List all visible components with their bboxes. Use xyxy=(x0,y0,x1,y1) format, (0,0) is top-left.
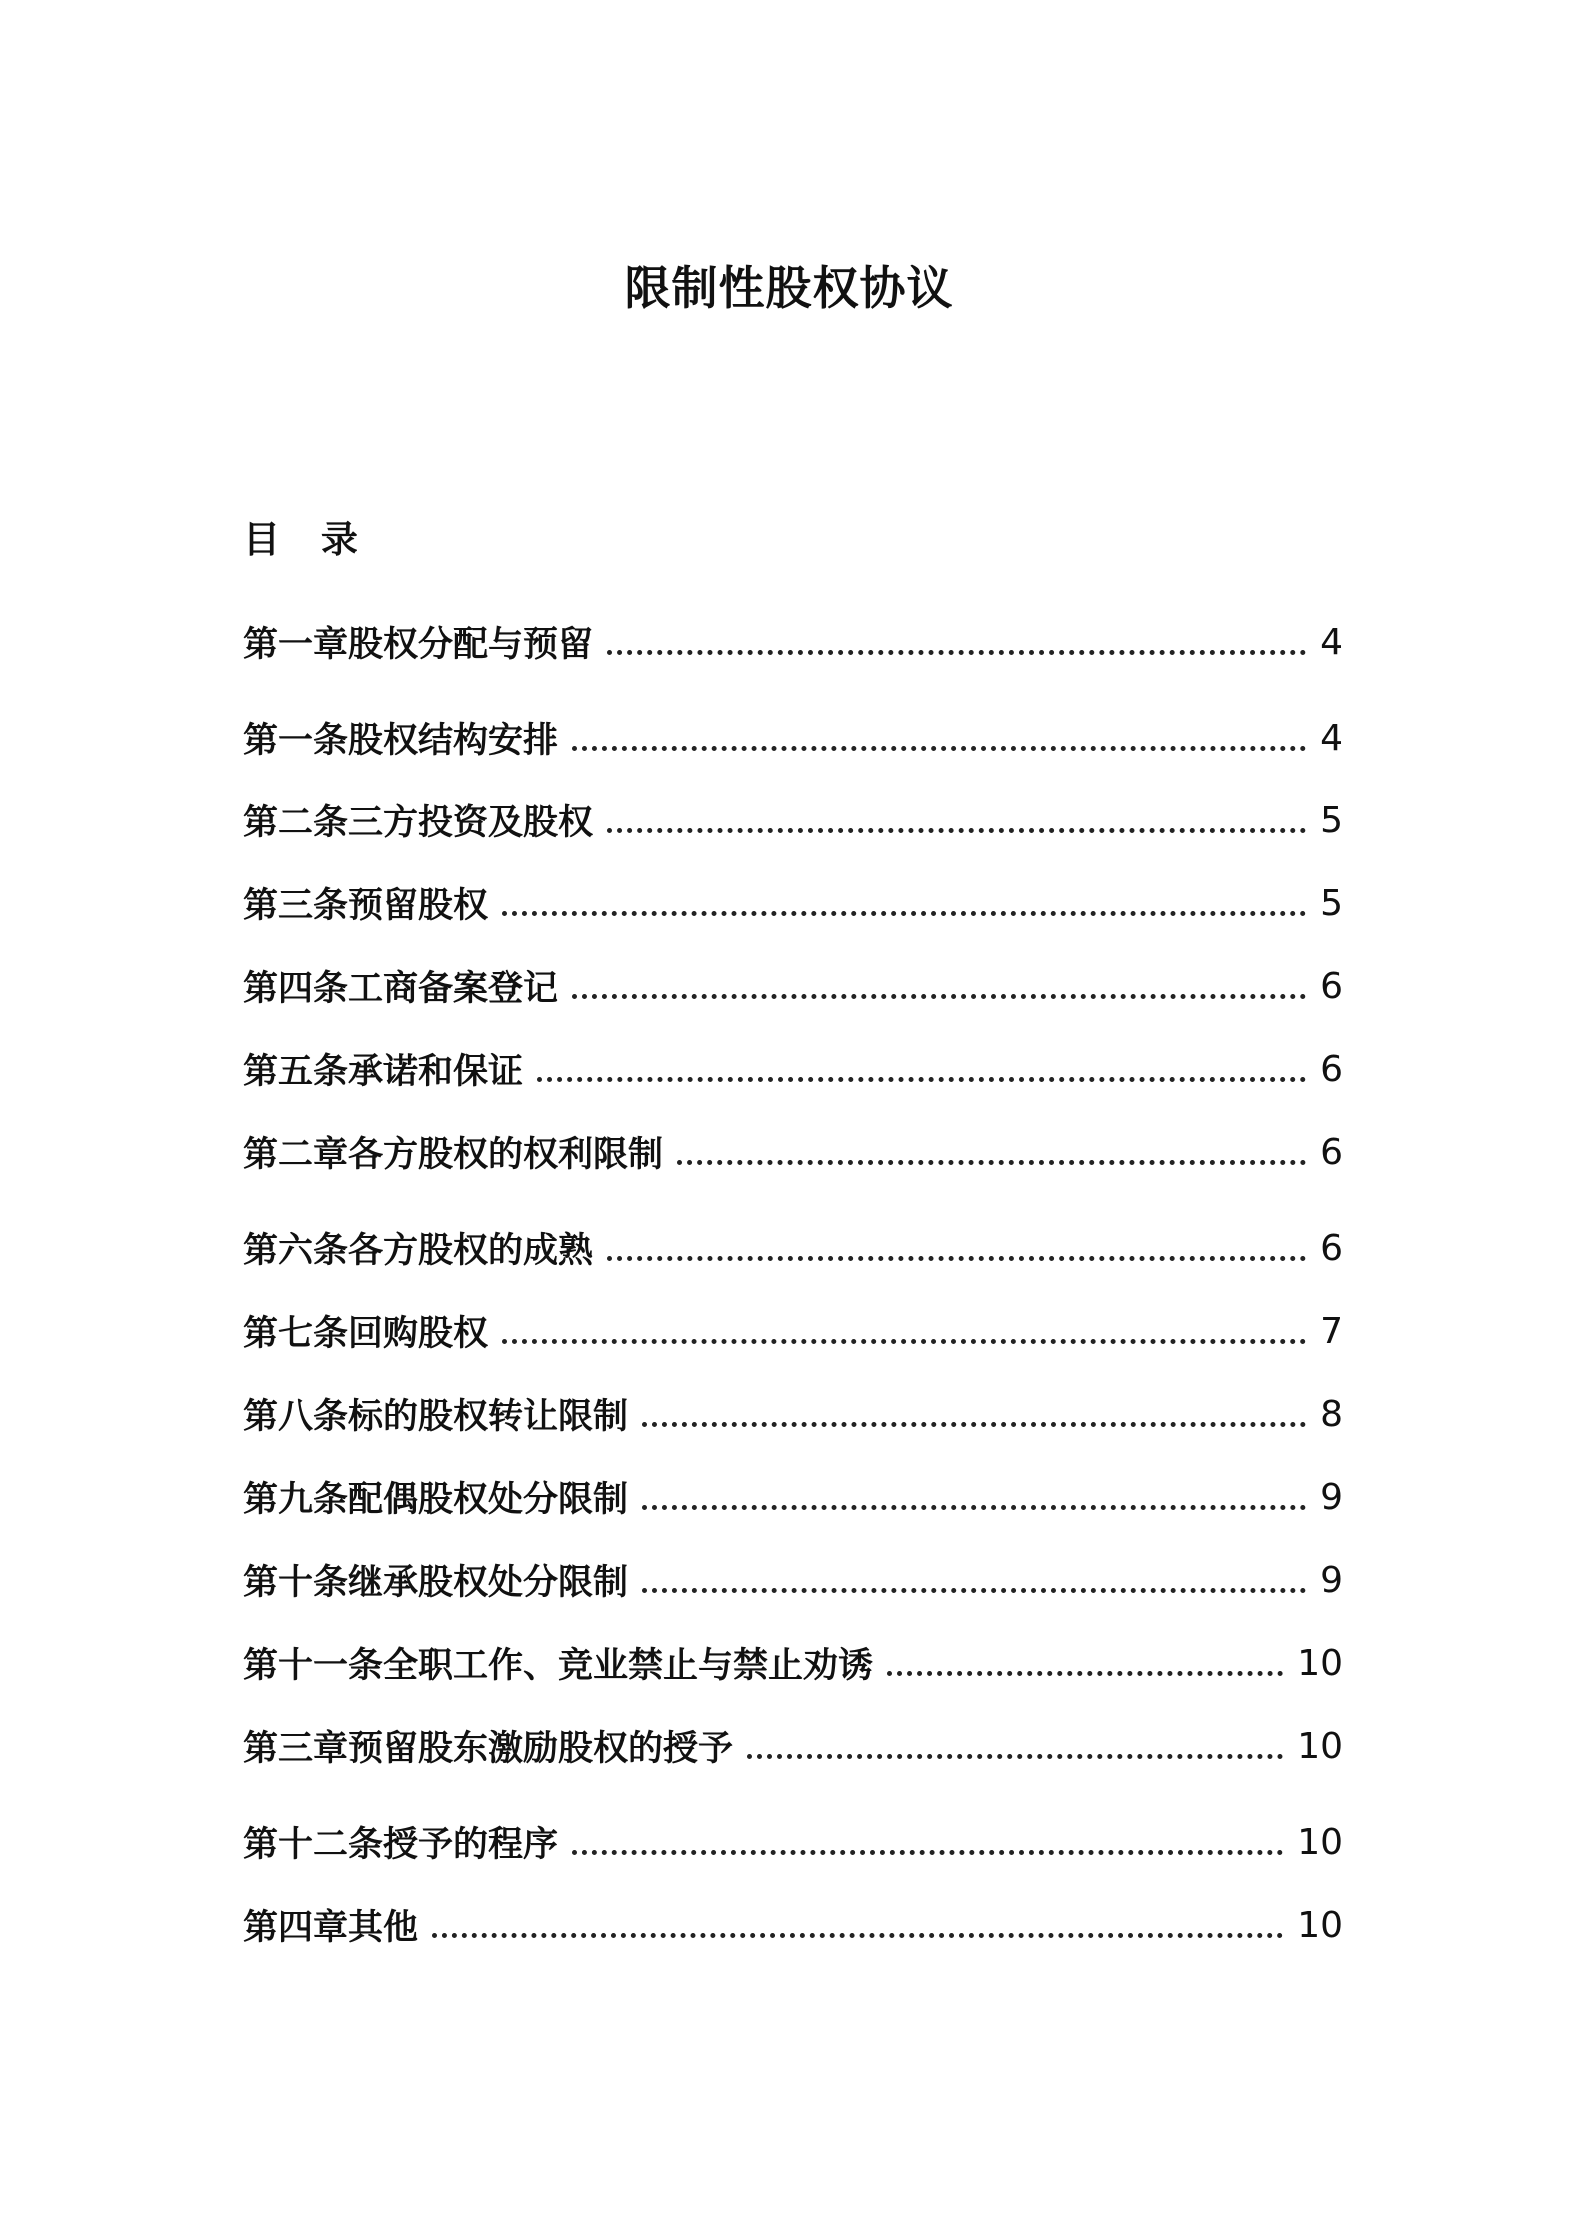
toc-entry-article-10[interactable] xyxy=(243,1552,1343,1608)
toc-entry-page: 7 xyxy=(1320,1310,1343,1352)
toc-entry-page: 10 xyxy=(1297,1642,1343,1684)
toc-entry-page: 4 xyxy=(1320,621,1343,663)
toc-dot-leader xyxy=(432,1933,1283,1938)
toc-dot-leader xyxy=(537,1077,1306,1082)
toc-entry-article-6[interactable] xyxy=(243,1220,1343,1276)
toc-dot-leader xyxy=(677,1160,1306,1165)
toc-entry-label: 第七条回购股权 xyxy=(243,1314,489,1354)
toc-entry-label: 第三条预留股权 xyxy=(243,886,489,926)
toc-dot-leader xyxy=(642,1505,1306,1510)
toc-entry-article-5[interactable] xyxy=(243,1041,1343,1097)
toc-dot-leader xyxy=(642,1588,1306,1593)
toc-dot-leader xyxy=(607,650,1306,655)
toc-entry-label: 第十条继承股权处分限制 xyxy=(243,1563,629,1603)
toc-entry-page: 10 xyxy=(1297,1821,1343,1863)
toc-dot-leader xyxy=(887,1671,1283,1676)
toc-entry-label: 第十二条授予的程序 xyxy=(243,1825,559,1865)
toc-entry-chapter-1[interactable] xyxy=(243,614,1343,670)
toc-dot-leader xyxy=(502,1339,1306,1344)
toc-entry-chapter-2[interactable] xyxy=(243,1124,1343,1180)
toc-entry-article-8[interactable] xyxy=(243,1386,1343,1442)
toc-entry-chapter-4[interactable] xyxy=(243,1897,1343,1953)
toc-dot-leader xyxy=(642,1422,1306,1427)
toc-entry-label: 第一章股权分配与预留 xyxy=(243,625,594,665)
toc-entry-page: 10 xyxy=(1297,1725,1343,1767)
toc-entry-label: 第四条工商备案登记 xyxy=(243,969,559,1009)
toc-entry-chapter-3[interactable] xyxy=(243,1718,1343,1774)
toc-entry-page: 6 xyxy=(1320,965,1343,1007)
toc-heading: 目 录 xyxy=(243,518,372,561)
toc-dot-leader xyxy=(502,911,1306,916)
toc-entry-page: 9 xyxy=(1320,1559,1343,1601)
toc-entry-article-11[interactable] xyxy=(243,1635,1343,1691)
toc-dot-leader xyxy=(572,994,1306,999)
toc-entry-article-7[interactable] xyxy=(243,1303,1343,1359)
toc-entry-page: 5 xyxy=(1320,882,1343,924)
toc-dot-leader xyxy=(572,746,1306,751)
toc-entry-page: 6 xyxy=(1320,1131,1343,1173)
toc-entry-label: 第二章各方股权的权利限制 xyxy=(243,1135,664,1175)
toc-entry-article-3[interactable] xyxy=(243,875,1343,931)
toc-entry-article-4[interactable] xyxy=(243,958,1343,1014)
toc-entry-page: 8 xyxy=(1320,1393,1343,1435)
toc-dot-leader xyxy=(607,828,1306,833)
toc-entry-label: 第三章预留股东激励股权的授予 xyxy=(243,1729,734,1769)
document-title: 限制性股权协议 xyxy=(624,261,954,315)
toc-entry-label: 第十一条全职工作、竞业禁止与禁止劝诱 xyxy=(243,1646,874,1686)
toc-entry-page: 4 xyxy=(1320,717,1343,759)
toc-entry-label: 第二条三方投资及股权 xyxy=(243,803,594,843)
toc-entry-label: 第九条配偶股权处分限制 xyxy=(243,1480,629,1520)
toc-entry-label: 第六条各方股权的成熟 xyxy=(243,1231,594,1271)
toc-entry-label: 第八条标的股权转让限制 xyxy=(243,1397,629,1437)
toc-entry-page: 9 xyxy=(1320,1476,1343,1518)
toc-entry-article-9[interactable] xyxy=(243,1469,1343,1525)
toc-dot-leader xyxy=(607,1256,1306,1261)
toc-entry-article-1[interactable] xyxy=(243,710,1343,766)
toc-entry-article-12[interactable] xyxy=(243,1814,1343,1870)
toc-entry-label: 第五条承诺和保证 xyxy=(243,1052,524,1092)
toc-dot-leader xyxy=(747,1754,1283,1759)
toc-entry-page: 6 xyxy=(1320,1048,1343,1090)
toc-entry-label: 第四章其他 xyxy=(243,1908,419,1948)
toc-dot-leader xyxy=(572,1850,1283,1855)
toc-entry-page: 10 xyxy=(1297,1904,1343,1946)
toc-entry-page: 6 xyxy=(1320,1227,1343,1269)
toc-entry-label: 第一条股权结构安排 xyxy=(243,721,559,761)
toc-entry-article-2[interactable] xyxy=(243,792,1343,848)
toc-entry-page: 5 xyxy=(1320,799,1343,841)
